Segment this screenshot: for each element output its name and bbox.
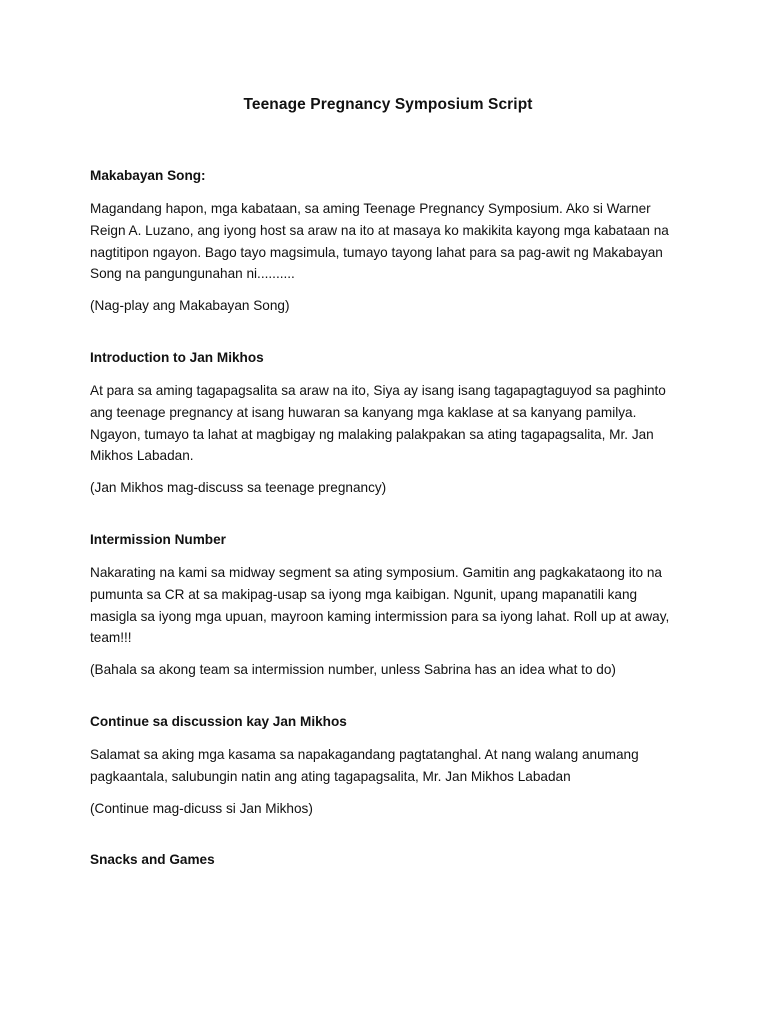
- stage-direction: (Nag-play ang Makabayan Song): [90, 298, 290, 314]
- stage-direction: (Jan Mikhos mag-discuss sa teenage pregnancy): [90, 480, 387, 496]
- document-content: [90, 94, 686, 901]
- section-makabayan-song: [90, 166, 686, 317]
- section-paragraph: Salamat sa aking mga kasama sa napakagandang pagtatanghal. At nang walang anumang pagkaantala, salubungin natin ang ating tagapagsalita, Mr. Jan Mikhos Labadan: [90, 746, 639, 784]
- section-paragraph: Nakarating na kami sa midway segment sa ating symposium. Gamitin ang pagkakataong ito na pumunta sa CR at sa makipag-usap sa iyong mga kaibigan. Ngunit, upang mapanatili kang masigla sa iyong mga upuan, mayroon kaming intermission para sa iyong lahat. Roll up at away, team!!!: [90, 564, 670, 646]
- section-paragraph: Magandang hapon, mga kabataan, sa aming Teenage Pregnancy Symposium. Ako si Warner Reign A. Luzano, ang iyong host sa araw na ito at masaya ko makikita kayong mga kabataan na nagtitipon ngayon. Bago tayo magsimula, tumayo tayong lahat para sa pag-awit ng Makabayan Song na pangungunahan ni..........: [90, 201, 669, 282]
- section-heading: Intermission Number: [90, 531, 226, 547]
- section-heading: Snacks and Games: [90, 852, 215, 868]
- stage-direction: (Bahala sa akong team sa intermission number, unless Sabrina has an idea what to do): [90, 662, 616, 678]
- section-paragraph: At para sa aming tagapagsalita sa araw na ito, Siya ay isang isang tagapagtaguyod sa paghinto ang teenage pregnancy at isang huwaran sa kanyang mga kaklase at sa kanyang pamilya. Ngayon, tumayo ta lahat at magbigay ng malaking palakpakan sa ating tagapagsalita, Mr. Jan Mikhos Labadan.: [90, 382, 666, 464]
- section-introduction: [90, 348, 686, 499]
- section-heading: Continue sa discussion kay Jan Mikhos: [90, 713, 347, 729]
- stage-direction: (Continue mag-dicuss si Jan Mikhos): [90, 800, 313, 816]
- section-snacks-games: [90, 850, 686, 870]
- section-continue-discussion: [90, 712, 686, 819]
- document-title: Teenage Pregnancy Symposium Script: [243, 96, 533, 113]
- section-intermission: [90, 530, 686, 681]
- section-heading: Makabayan Song:: [90, 168, 206, 183]
- section-heading: Introduction to Jan Mikhos: [90, 349, 264, 365]
